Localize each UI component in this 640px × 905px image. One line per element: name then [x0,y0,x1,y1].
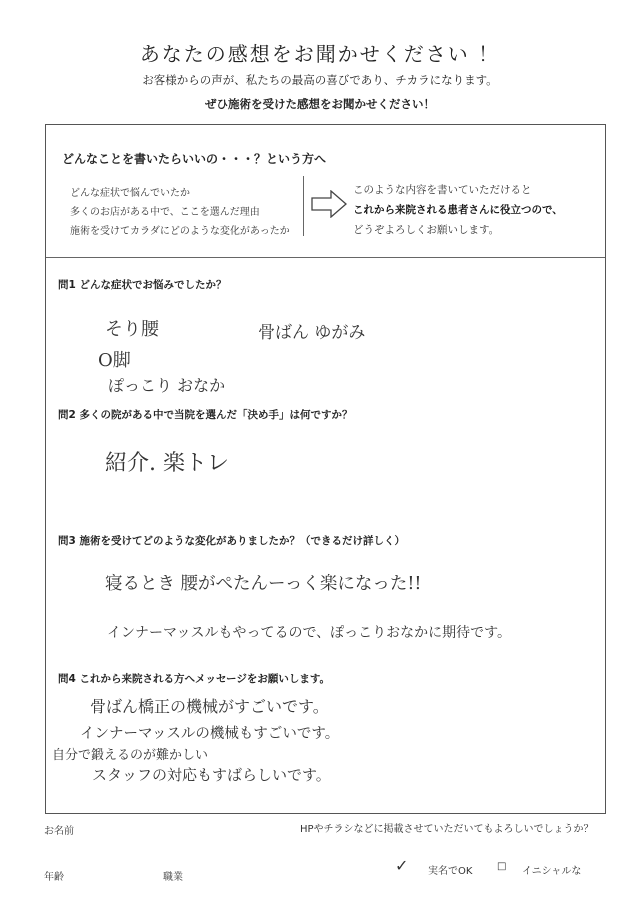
realname-checkbox[interactable]: ✓ [395,856,409,875]
question-3: 問3 施術を受けてどのような変化がありましたか？（できるだけ詳しく） [58,535,405,547]
question-2: 問2 多くの院がある中で当院を選んだ「決め手」は何ですか？ [58,409,353,421]
guide-note-3: どうぞよろしくお願いします。 [353,224,500,236]
guide-note-1: このような内容を書いていただけると [353,184,532,196]
job-label: 職業 [163,872,183,883]
answer-1-line-4: ぽっこり おなか [108,376,226,395]
answer-4-line-2: インナーマッスルの機械もすごいです。 [80,726,340,742]
answer-3-line-2: インナーマッスルもやってるので、ぽっこりおなかに期待です。 [107,625,512,641]
name-label: お名前 [44,826,74,837]
answer-4-line-1: 骨ばん橋正の機械がすごいです。 [90,697,329,716]
guide-example-1: どんな症状で悩んでいたか [70,188,190,199]
answer-1-line-1: そり腰 [105,319,159,340]
guide-examples [70,184,290,241]
guide-example-2: 多くのお店がある中で、ここを選んだ理由 [70,207,260,218]
answer-2: 紹介. 楽トレ [105,451,229,476]
guide-note [353,180,563,240]
answer-1-line-3: O脚 [98,350,131,371]
question-1: 問1 どんな症状でお悩みでしたか？ [58,279,227,291]
answer-3-line-1: 寝るとき 腰がぺたんーっく楽になった!! [105,574,422,594]
answer-1-line-2: 骨ばん ゆがみ [258,323,366,343]
page-subtitle: お客様からの声が、私たちの最高の喜びであり、チカラになります。 [142,73,498,87]
answer-4-line-3: 自分で鍛えるのが難かしい [52,748,209,763]
arrow-right-icon [311,190,347,218]
publish-question: HPやチラシなどに掲載させていただいてもよろしいでしょうか？ [300,824,594,835]
initials-checkbox[interactable]: □ [497,861,507,872]
age-label: 年齢 [44,872,64,883]
guide-note-2: これから来院される患者さんに役立つので、 [353,204,563,216]
section-divider [46,257,605,258]
question-4: 問4 これから来院される方へメッセージをお願いします。 [58,673,330,685]
guide-divider [303,176,304,236]
answer-4-line-4: スタッフの対応もすばらしいです。 [92,766,331,784]
initials-option-label: イニシャルな [522,866,582,877]
page-title: あなたの感想をお聞かせください ！ [139,42,501,66]
page-subtitle-bold: ぜひ施術を受けた感想をお聞かせください！ [205,97,435,111]
guide-heading: どんなことを書いたらいいの・・・？という方へ [62,152,327,166]
guide-example-3: 施術を受けてカラダにどのような変化があったか [70,226,290,237]
realname-option-label: 実名でOK [428,866,473,877]
